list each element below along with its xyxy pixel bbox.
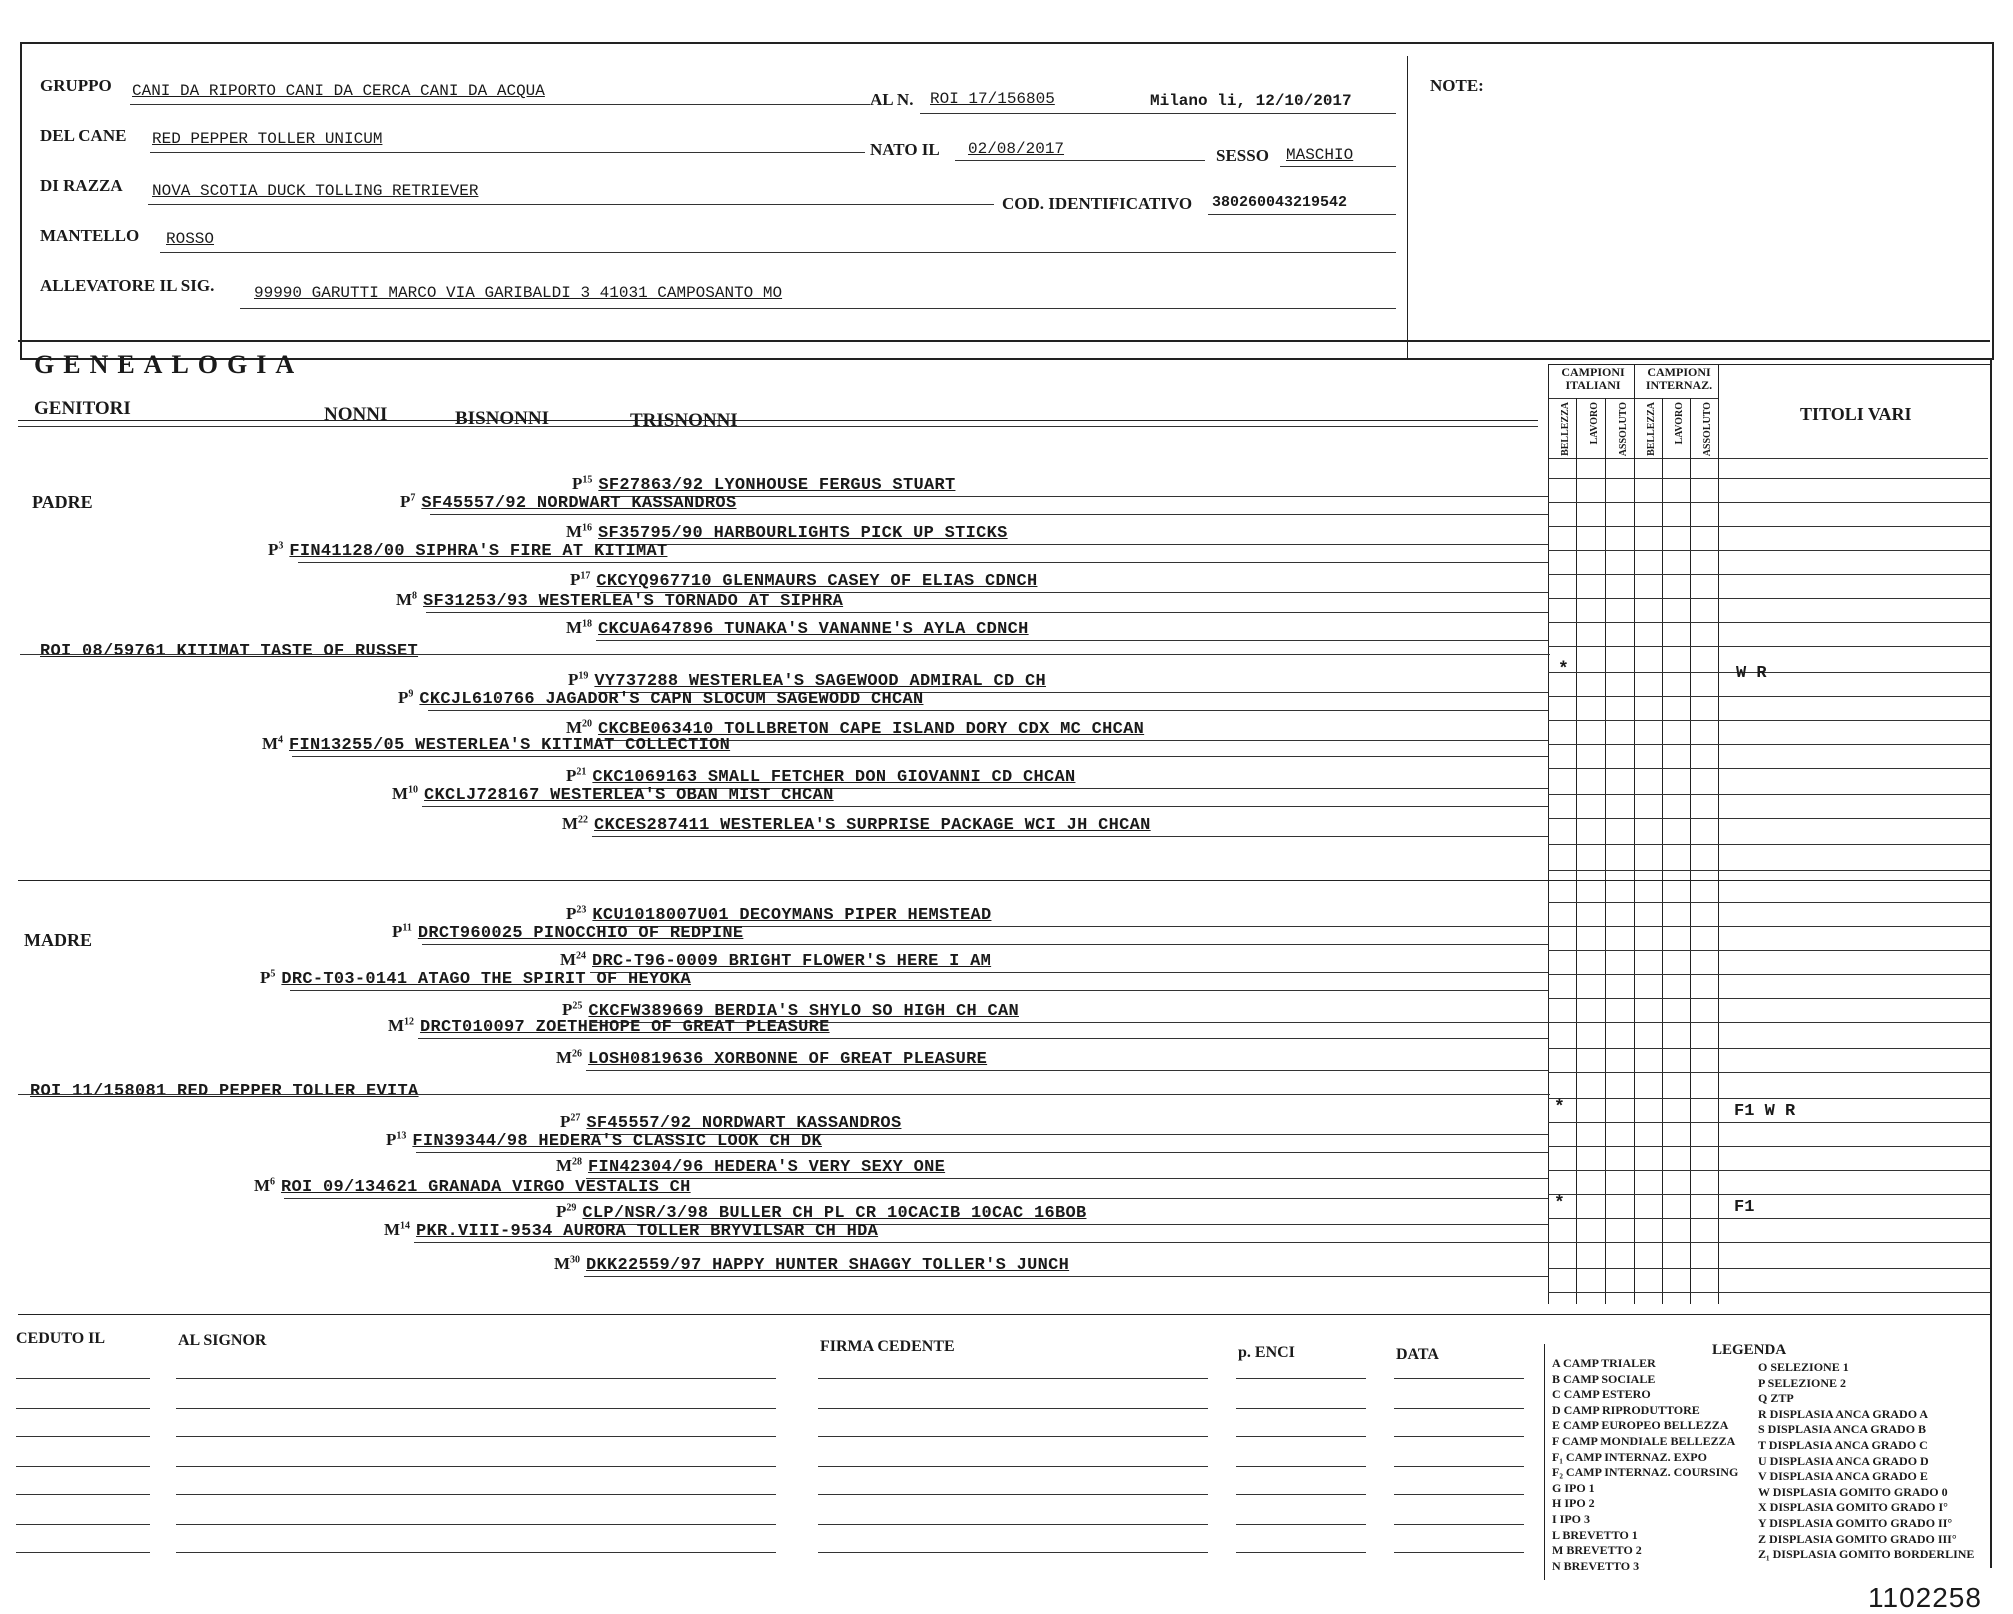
ancestor-tag: $M^{26}$ xyxy=(556,1048,583,1067)
al-n-line xyxy=(920,113,1396,114)
grid-row-line xyxy=(1548,696,1990,697)
signature-line[interactable] xyxy=(1394,1378,1524,1379)
entry-rule xyxy=(592,836,1548,837)
genealogy-frame xyxy=(1990,358,1992,1568)
grid-row-line xyxy=(1548,646,1990,647)
signature-line[interactable] xyxy=(818,1524,1208,1525)
nato-il-label: NATO IL xyxy=(870,140,940,159)
al-signor: AL SIGNOR xyxy=(178,1332,267,1349)
cod-line xyxy=(1208,214,1396,215)
signature-line[interactable] xyxy=(176,1524,776,1525)
grid-row-line xyxy=(1548,844,1990,845)
ancestor-tag: $M^{24}$ xyxy=(560,950,587,969)
grid-row-line xyxy=(1548,502,1990,503)
grid-row-line xyxy=(1548,926,1990,927)
grid-row-line xyxy=(1548,574,1990,575)
grid-row-line xyxy=(1548,598,1990,599)
legend-item: Y DISPLASIA GOMITO GRADO II° xyxy=(1758,1515,1953,1530)
data-label: DATA xyxy=(1396,1346,1439,1363)
madre-line xyxy=(18,1094,1550,1095)
entry-rule xyxy=(428,710,1548,711)
ancestor-tag: $M^4$ xyxy=(262,734,284,753)
mantello-label: MANTELLO xyxy=(40,226,140,245)
mantello-line xyxy=(160,252,1396,253)
entry-rule xyxy=(298,562,1548,563)
signature-line[interactable] xyxy=(16,1436,150,1437)
gruppo-line xyxy=(130,104,870,105)
legend-item: I IPO 3 xyxy=(1552,1511,1591,1526)
grid-v-5 xyxy=(1690,398,1691,1304)
legend-item: Z₁ DISPLASIA GOMITO BORDERLINE xyxy=(1758,1547,1975,1562)
gruppo-value: CANI DA RIPORTO CANI DA CERCA CANI DA ACQUA xyxy=(132,82,545,100)
serial-number: 1102258 xyxy=(1868,1582,1982,1613)
allevatore-line xyxy=(240,308,1396,309)
ancestor-name: CKCBE063410 TOLLBRETON CAPE ISLAND DORY CDX MC CHCAN xyxy=(598,720,1145,739)
grid-v-2 xyxy=(1605,398,1606,1304)
signature-line[interactable] xyxy=(1236,1466,1366,1467)
legend-item: F₁ CAMP INTERNAZ. EXPO xyxy=(1552,1449,1707,1464)
signature-line[interactable] xyxy=(176,1494,776,1495)
del-cane-line xyxy=(150,152,865,153)
madre-entry: ROI 11/158081 RED PEPPER TOLLER EVITA xyxy=(30,1082,419,1101)
note-divider xyxy=(1407,56,1408,358)
signature-line[interactable] xyxy=(1236,1408,1366,1409)
ancestor-name: SF35795/90 HARBOURLIGHTS PICK UP STICKS xyxy=(598,524,1008,543)
entry-rule xyxy=(596,544,1548,545)
grid-row-line xyxy=(1548,1048,1990,1049)
allevatore-label: ALLEVATORE IL SIG. xyxy=(40,276,215,295)
ancestor-name: SF31253/93 WESTERLEA'S TORNADO AT SIPHRA xyxy=(423,592,844,611)
ancestor-tag: $M^{16}$ xyxy=(566,522,593,541)
ancestor-tag: $M^6$ xyxy=(254,1176,276,1195)
ancestor-tag: $M^{30}$ xyxy=(554,1254,581,1273)
legend-item: P SELEZIONE 2 xyxy=(1758,1375,1847,1390)
campioni-internaz: CAMPIONI INTERNAZ. xyxy=(1645,365,1713,392)
subcol-label: BELLEZZA xyxy=(1646,402,1657,456)
legend-right-list xyxy=(1758,1360,1974,1563)
grid-row-line xyxy=(1548,1218,1990,1219)
ancestor-tag: $P^{11}$ xyxy=(392,922,412,941)
signature-line[interactable] xyxy=(16,1494,150,1495)
signature-line[interactable] xyxy=(176,1552,776,1553)
ancestor-tag: $P^5$ xyxy=(260,968,276,987)
madre-label: MADRE xyxy=(24,930,92,950)
ancestor-entry xyxy=(392,922,743,943)
grid-row-line xyxy=(1548,550,1990,551)
cod-label: COD. IDENTIFICATIVO xyxy=(1002,194,1193,213)
ancestor-tag: $M^{20}$ xyxy=(566,718,593,737)
signature-line[interactable] xyxy=(1236,1378,1366,1379)
signature-line[interactable] xyxy=(1236,1524,1366,1525)
grid-row-line xyxy=(1548,870,1990,871)
grid-row-line xyxy=(1548,1022,1990,1023)
ancestor-name: PKR.VIII-9534 AURORA TOLLER BRYVILSAR CH HDA xyxy=(416,1222,879,1241)
entry-rule xyxy=(430,514,1548,515)
col-genitori: GENITORI xyxy=(34,398,131,419)
signature-line[interactable] xyxy=(16,1552,150,1553)
place-date: Milano li, 12/10/2017 xyxy=(1150,92,1352,110)
signature-line[interactable] xyxy=(818,1408,1208,1409)
grid-row-line xyxy=(1548,950,1990,951)
entry-rule xyxy=(596,740,1548,741)
cod-value: 380260043219542 xyxy=(1212,194,1348,211)
grid-row-line xyxy=(1548,768,1990,769)
allevatore-value: 99990 GARUTTI MARCO VIA GARIBALDI 3 41031 CAMPOSANTO MO xyxy=(254,284,783,302)
entry-rule xyxy=(414,1242,1548,1243)
grid-row-line xyxy=(1548,622,1990,623)
ancestor-tag: $P^{15}$ xyxy=(572,474,593,493)
camp-sub-line xyxy=(1548,398,1718,399)
ancestor-name: DRC-T96-0009 BRIGHT FLOWER'S HERE I AM xyxy=(592,952,992,971)
ancestor-entry xyxy=(396,590,843,611)
ancestor-name: CKCFW389669 BERDIA'S SHYLO SO HIGH CH CAN xyxy=(588,1002,1019,1021)
legend-item: N BREVETTO 3 xyxy=(1552,1558,1640,1573)
razza-line xyxy=(148,204,994,205)
signature-line[interactable] xyxy=(16,1524,150,1525)
col-trisnonni: TRISNONNI xyxy=(630,410,738,431)
ancestor-name: CKCUA647896 TUNAKA'S VANANNE'S AYLA CDNCH xyxy=(598,620,1029,639)
ancestor-tag: $P^{25}$ xyxy=(562,1000,583,1019)
del-cane-label: DEL CANE xyxy=(40,126,127,145)
ancestor-tag: $M^{10}$ xyxy=(392,784,419,803)
ancestor-entry xyxy=(268,540,667,561)
signature-line[interactable] xyxy=(1394,1466,1524,1467)
entry-rule xyxy=(290,990,1548,991)
ancestor-name: CKCYQ967710 GLENMAURS CASEY OF ELIAS CDNCH xyxy=(596,572,1038,591)
nato-line xyxy=(955,160,1205,161)
subcol-label: ASSOLUTO xyxy=(1702,402,1713,457)
grid-row-line xyxy=(1548,818,1990,819)
ancestor-tag: $M^{12}$ xyxy=(388,1016,415,1035)
legend-item: X DISPLASIA GOMITO GRADO I° xyxy=(1758,1500,1948,1515)
ceduto-il: CEDUTO IL xyxy=(16,1330,106,1347)
entry-rule xyxy=(422,944,1548,945)
ancestor-entry xyxy=(562,814,1151,835)
al-n-value: ROI 17/156805 xyxy=(930,90,1055,108)
legend-item: U DISPLASIA ANCA GRADO D xyxy=(1758,1453,1929,1468)
grid-row-line xyxy=(1548,902,1990,903)
ancestor-tag: $P^3$ xyxy=(268,540,284,559)
entry-rule xyxy=(596,640,1548,641)
col-nonni: NONNI xyxy=(324,404,388,425)
ancestor-name: DKK22559/97 HAPPY HUNTER SHAGGY TOLLER'S JUNCH xyxy=(586,1256,1070,1275)
ancestor-tag: $M^{22}$ xyxy=(562,814,589,833)
grid-row-line xyxy=(1548,1194,1990,1195)
entry-rule xyxy=(416,1152,1548,1153)
subcol-label: BELLEZZA xyxy=(1560,402,1571,456)
legend-item: V DISPLASIA ANCA GRADO E xyxy=(1758,1469,1928,1484)
legend-item: M BREVETTO 2 xyxy=(1552,1543,1642,1558)
grid-row-line xyxy=(1548,720,1990,721)
ancestor-name: FIN13255/05 WESTERLEA'S KITIMAT COLLECTION xyxy=(289,736,731,755)
legend-border xyxy=(1544,1344,1545,1580)
grid-row-line xyxy=(1548,1292,1990,1293)
ancestor-entry xyxy=(392,784,834,805)
ancestor-entry xyxy=(554,1254,1069,1275)
entry-rule xyxy=(284,1198,1548,1199)
ancestor-tag: $P^7$ xyxy=(400,492,416,511)
signature-line[interactable] xyxy=(176,1378,776,1379)
sesso-line xyxy=(1280,166,1396,167)
ancestor-name: DRC-T03-0141 ATAGO THE SPIRIT OF HEYOKA xyxy=(281,970,691,989)
entry-rule xyxy=(422,806,1548,807)
ancestor-entry xyxy=(388,1016,830,1037)
grid-row-line xyxy=(1548,1072,1990,1073)
grid-row-line xyxy=(1548,1268,1990,1269)
signature-line[interactable] xyxy=(818,1494,1208,1495)
ancestor-name: CKCLJ728167 WESTERLEA'S OBAN MIST CHCAN xyxy=(424,786,834,805)
grid-row-line xyxy=(1548,478,1990,479)
ancestor-entry xyxy=(570,570,1037,591)
padre-titles: W R xyxy=(1736,664,1767,683)
grid-row-line xyxy=(1548,1170,1990,1171)
sesso-value: MASCHIO xyxy=(1286,146,1354,164)
ancestor-tag: $P^{23}$ xyxy=(566,904,587,923)
grid-row-line xyxy=(1548,794,1990,795)
ancestor-name: LOSH0819636 XORBONNE OF GREAT PLEASURE xyxy=(588,1050,988,1069)
grid-row-line xyxy=(1548,526,1990,527)
signature-line[interactable] xyxy=(1394,1408,1524,1409)
ancestor-name: FIN42304/96 HEDERA'S VERY SEXY ONE xyxy=(588,1158,946,1177)
ancestor-tag: $M^{18}$ xyxy=(566,618,593,637)
signature-line[interactable] xyxy=(16,1378,150,1379)
ancestor-entry xyxy=(386,1130,822,1151)
legend-item: O SELEZIONE 1 xyxy=(1758,1360,1849,1374)
ancestor-tag: $M^{14}$ xyxy=(384,1220,411,1239)
legend-item: E CAMP EUROPEO BELLEZZA xyxy=(1552,1418,1729,1433)
grid-v-4 xyxy=(1662,398,1663,1304)
razza-value: NOVA SCOTIA DUCK TOLLING RETRIEVER xyxy=(152,182,479,200)
p-enci: p. ENCI xyxy=(1238,1344,1295,1361)
ancestor-entry xyxy=(556,1048,987,1069)
legend-item: Q ZTP xyxy=(1758,1391,1794,1406)
signature-line[interactable] xyxy=(1394,1524,1524,1525)
ancestor-name: VY737288 WESTERLEA'S SAGEWOOD ADMIRAL CD CH xyxy=(594,672,1046,691)
ancestor-name: FIN39344/98 HEDERA'S CLASSIC LOOK CH DK xyxy=(412,1132,822,1151)
legend-item: R DISPLASIA ANCA GRADO A xyxy=(1758,1406,1929,1421)
signature-line[interactable] xyxy=(818,1436,1208,1437)
ancestor-tag: $P^{29}$ xyxy=(556,1202,577,1221)
ancestor-name: FIN41128/00 SIPHRA'S FIRE AT KITIMAT xyxy=(289,542,668,561)
entry-rule xyxy=(292,756,1548,757)
entry-rule xyxy=(418,1038,1548,1039)
entry-rule xyxy=(426,612,1548,613)
legend-item: S DISPLASIA ANCA GRADO B xyxy=(1758,1422,1927,1437)
entry-rule xyxy=(586,1178,1548,1179)
signature-line[interactable] xyxy=(818,1378,1208,1379)
ancestor-tag: $P^{27}$ xyxy=(560,1112,581,1131)
signature-line[interactable] xyxy=(1394,1494,1524,1495)
ancestor-tag: $M^8$ xyxy=(396,590,418,609)
grid-row-line xyxy=(1548,998,1990,999)
ancestor-tag: $P^9$ xyxy=(398,688,414,707)
ancestor-tag: $M^{28}$ xyxy=(556,1156,583,1175)
legend-item: D CAMP RIPRODUTTORE xyxy=(1552,1402,1700,1417)
signature-line[interactable] xyxy=(1236,1436,1366,1437)
signature-line[interactable] xyxy=(1236,1552,1366,1553)
grid-row-line xyxy=(1548,1146,1990,1147)
signature-line[interactable] xyxy=(1236,1494,1366,1495)
entry-rule xyxy=(602,496,1548,497)
legend-item: Z DISPLASIA GOMITO GRADO III° xyxy=(1758,1531,1957,1546)
ancestor-entry xyxy=(556,1156,945,1177)
ancestor-tag: $P^{21}$ xyxy=(566,766,587,785)
grid-row-line xyxy=(1548,672,1990,673)
signature-line[interactable] xyxy=(818,1552,1208,1553)
legenda-title: LEGENDA xyxy=(1712,1342,1787,1358)
signature-line[interactable] xyxy=(818,1466,1208,1467)
legend-left-list xyxy=(1552,1356,1738,1574)
ancestor-name: SF45557/92 NORDWART KASSANDROS xyxy=(421,494,737,513)
ancestor-entry xyxy=(260,968,691,989)
ancestor-tag: $P^{19}$ xyxy=(568,670,589,689)
col-header-line-1 xyxy=(18,420,1538,421)
col-bisnonni: BISNONNI xyxy=(455,408,549,429)
entry-rule xyxy=(590,972,1548,973)
grid-row-line xyxy=(1548,1098,1990,1099)
subcol-label: ASSOLUTO xyxy=(1618,402,1629,457)
firma-cedente: FIRMA CEDENTE xyxy=(820,1338,955,1355)
grid-row-line xyxy=(1548,974,1990,975)
madre-star: * xyxy=(1554,1098,1565,1118)
titoli-vari: TITOLI VARI xyxy=(1800,404,1912,424)
padre-label: PADRE xyxy=(32,492,93,512)
camp-header-bottom xyxy=(1548,458,1988,459)
ancestor-name: DRCT010097 ZOETHEHOPE OF GREAT PLEASURE xyxy=(420,1018,830,1037)
m6-titles: F1 xyxy=(1734,1198,1755,1217)
razza-label: DI RAZZA xyxy=(40,176,123,195)
grid-row-line xyxy=(1548,744,1990,745)
al-n-label: AL N. xyxy=(870,90,914,109)
ancestor-tag: $P^{13}$ xyxy=(386,1130,407,1149)
signature-line[interactable] xyxy=(1394,1436,1524,1437)
madre-titles: F1 W R xyxy=(1734,1102,1796,1121)
padre-star: * xyxy=(1558,660,1569,680)
legend-item: A CAMP TRIALER xyxy=(1552,1356,1656,1370)
nato-il-value: 02/08/2017 xyxy=(968,140,1065,158)
col-header-line-2 xyxy=(18,426,1538,427)
ancestor-name: CKCJL610766 JAGADOR'S CAPN SLOCUM SAGEWODD CHCAN xyxy=(419,690,924,709)
ancestor-name: CKC1069163 SMALL FETCHER DON GIOVANNI CD CHCAN xyxy=(592,768,1076,787)
legend-item: G IPO 1 xyxy=(1552,1480,1595,1495)
subcol-label: LAVORO xyxy=(1589,402,1600,445)
ancestor-name: CLP/NSR/3/98 BULLER CH PL CR 10CACIB 10CAC 16BOB xyxy=(582,1204,1087,1223)
ancestor-entry xyxy=(262,734,730,755)
entry-rule xyxy=(586,1070,1548,1071)
ancestor-name: ROI 09/134621 GRANADA VIRGO VESTALIS CH xyxy=(281,1178,691,1197)
ancestor-entry xyxy=(384,1220,878,1241)
genealogy-top-line xyxy=(18,340,1990,342)
ancestor-entry xyxy=(398,688,923,709)
grid-row-line xyxy=(1548,1242,1990,1243)
signature-line[interactable] xyxy=(1394,1552,1524,1553)
grid-v-1 xyxy=(1576,398,1577,1304)
grid-v-0 xyxy=(1548,364,1549,1304)
grid-v-6 xyxy=(1718,364,1719,1304)
ancestor-name: DRCT960025 PINOCCHIO OF REDPINE xyxy=(417,924,744,943)
sesso-label: SESSO xyxy=(1216,146,1269,165)
m6-star: * xyxy=(1554,1194,1565,1214)
ancestor-entry xyxy=(254,1176,691,1197)
ancestor-tag: $P^{17}$ xyxy=(570,570,591,589)
signature-line[interactable] xyxy=(16,1466,150,1467)
legend-item: F₂ CAMP INTERNAZ. COURSING xyxy=(1552,1465,1739,1480)
mantello-value: ROSSO xyxy=(166,230,215,248)
legend-item: B CAMP SOCIALE xyxy=(1552,1371,1656,1386)
ancestor-entry xyxy=(566,618,1029,639)
grid-row-line xyxy=(1548,1122,1990,1123)
genealogia-title: GENEALOGIA xyxy=(34,350,304,379)
padre-entry: ROI 08/59761 KITIMAT TASTE OF RUSSET xyxy=(40,642,419,661)
ancestor-entry xyxy=(400,492,736,513)
legend-item: C CAMP ESTERO xyxy=(1552,1387,1651,1402)
signature-line[interactable] xyxy=(176,1408,776,1409)
legend-item: H IPO 2 xyxy=(1552,1496,1595,1511)
ancestor-name: KCU1018007U01 DECOYMANS PIPER HEMSTEAD xyxy=(592,906,992,925)
legend-item: L BREVETTO 1 xyxy=(1552,1527,1638,1542)
note-label: NOTE: xyxy=(1430,76,1484,95)
padre-line xyxy=(20,654,1550,655)
signature-line[interactable] xyxy=(176,1436,776,1437)
legend-item: F CAMP MONDIALE BELLEZZA xyxy=(1552,1433,1736,1448)
del-cane-value: RED PEPPER TOLLER UNICUM xyxy=(152,130,383,148)
ancestor-name: CKCES287411 WESTERLEA'S SURPRISE PACKAGE WCI JH CHCAN xyxy=(594,816,1151,835)
signature-line[interactable] xyxy=(176,1466,776,1467)
ancestor-name: SF27863/92 LYONHOUSE FERGUS STUART xyxy=(598,476,956,495)
ancestor-name: SF45557/92 NORDWART KASSANDROS xyxy=(586,1114,902,1133)
grid-v-3 xyxy=(1634,364,1635,1304)
subcol-label: LAVORO xyxy=(1674,402,1685,445)
section-separator xyxy=(18,880,1990,881)
signature-line[interactable] xyxy=(16,1408,150,1409)
entry-rule xyxy=(584,1276,1548,1277)
legend-item: T DISPLASIA ANCA GRADO C xyxy=(1758,1437,1928,1452)
gruppo-label: GRUPPO xyxy=(40,76,112,95)
footer-top-line xyxy=(18,1314,1990,1315)
campioni-italiani: CAMPIONI ITALIANI xyxy=(1561,365,1625,392)
legend-item: W DISPLASIA GOMITO GRADO 0 xyxy=(1758,1484,1948,1499)
